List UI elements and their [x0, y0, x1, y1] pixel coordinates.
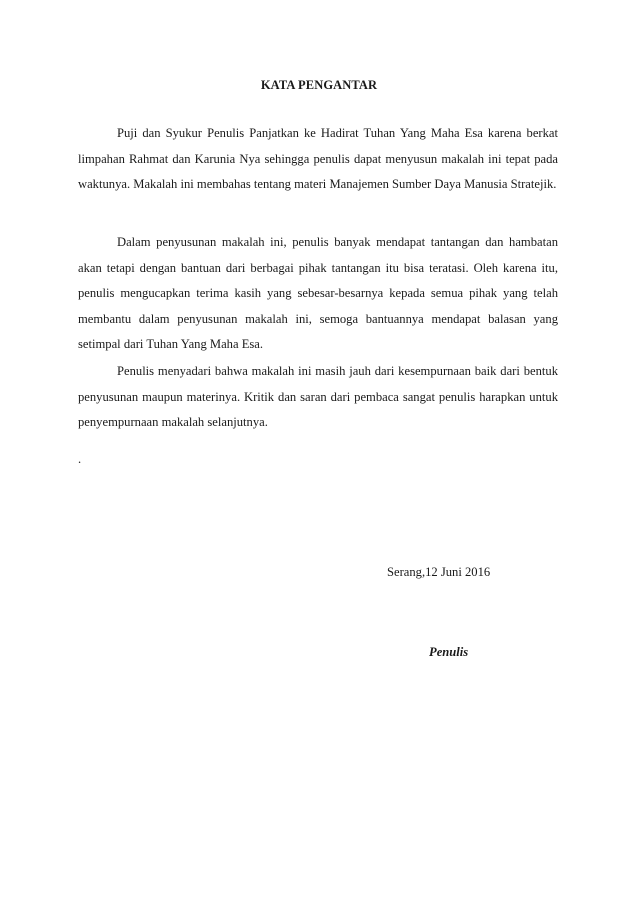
paragraph-2: Dalam penyusunan makalah ini, penulis banyak mendapat tantangan dan hambatan akan tetapi dengan bantuan dari berbagai pihak tantangan itu bisa teratasi. Oleh karena itu, penulis mengucapkan terima kasih yang sebesar-besarnya kepada semua pihak yang telah membantu dalam penyusunan makalah ini, semoga bantuannya mendapat balasan yang setimpal dari Tuhan Yang Maha Esa. [78, 235, 558, 351]
signer-name: Penulis [429, 645, 469, 659]
place-date: Serang,12 Juni 2016 [387, 565, 491, 579]
page-title: KATA PENGANTAR [260, 78, 378, 92]
stray-period: . [78, 452, 82, 466]
paragraph-1: Puji dan Syukur Penulis Panjatkan ke Hadirat Tuhan Yang Maha Esa karena berkat limpahan Rahmat dan Karunia Nya sehingga penulis dapat menyusun makalah ini tepat pada waktunya. Makalah ini membahas tentang materi Manajemen Sumber Daya Manusia Stratejik. [78, 126, 558, 191]
paragraph-3: Penulis menyadari bahwa makalah ini masih jauh dari kesempurnaan baik dari bentuk penyusunan maupun materinya. Kritik dan saran dari pembaca sangat penulis harapkan untuk penyempurnaan makalah selanjutnya. [78, 364, 558, 429]
